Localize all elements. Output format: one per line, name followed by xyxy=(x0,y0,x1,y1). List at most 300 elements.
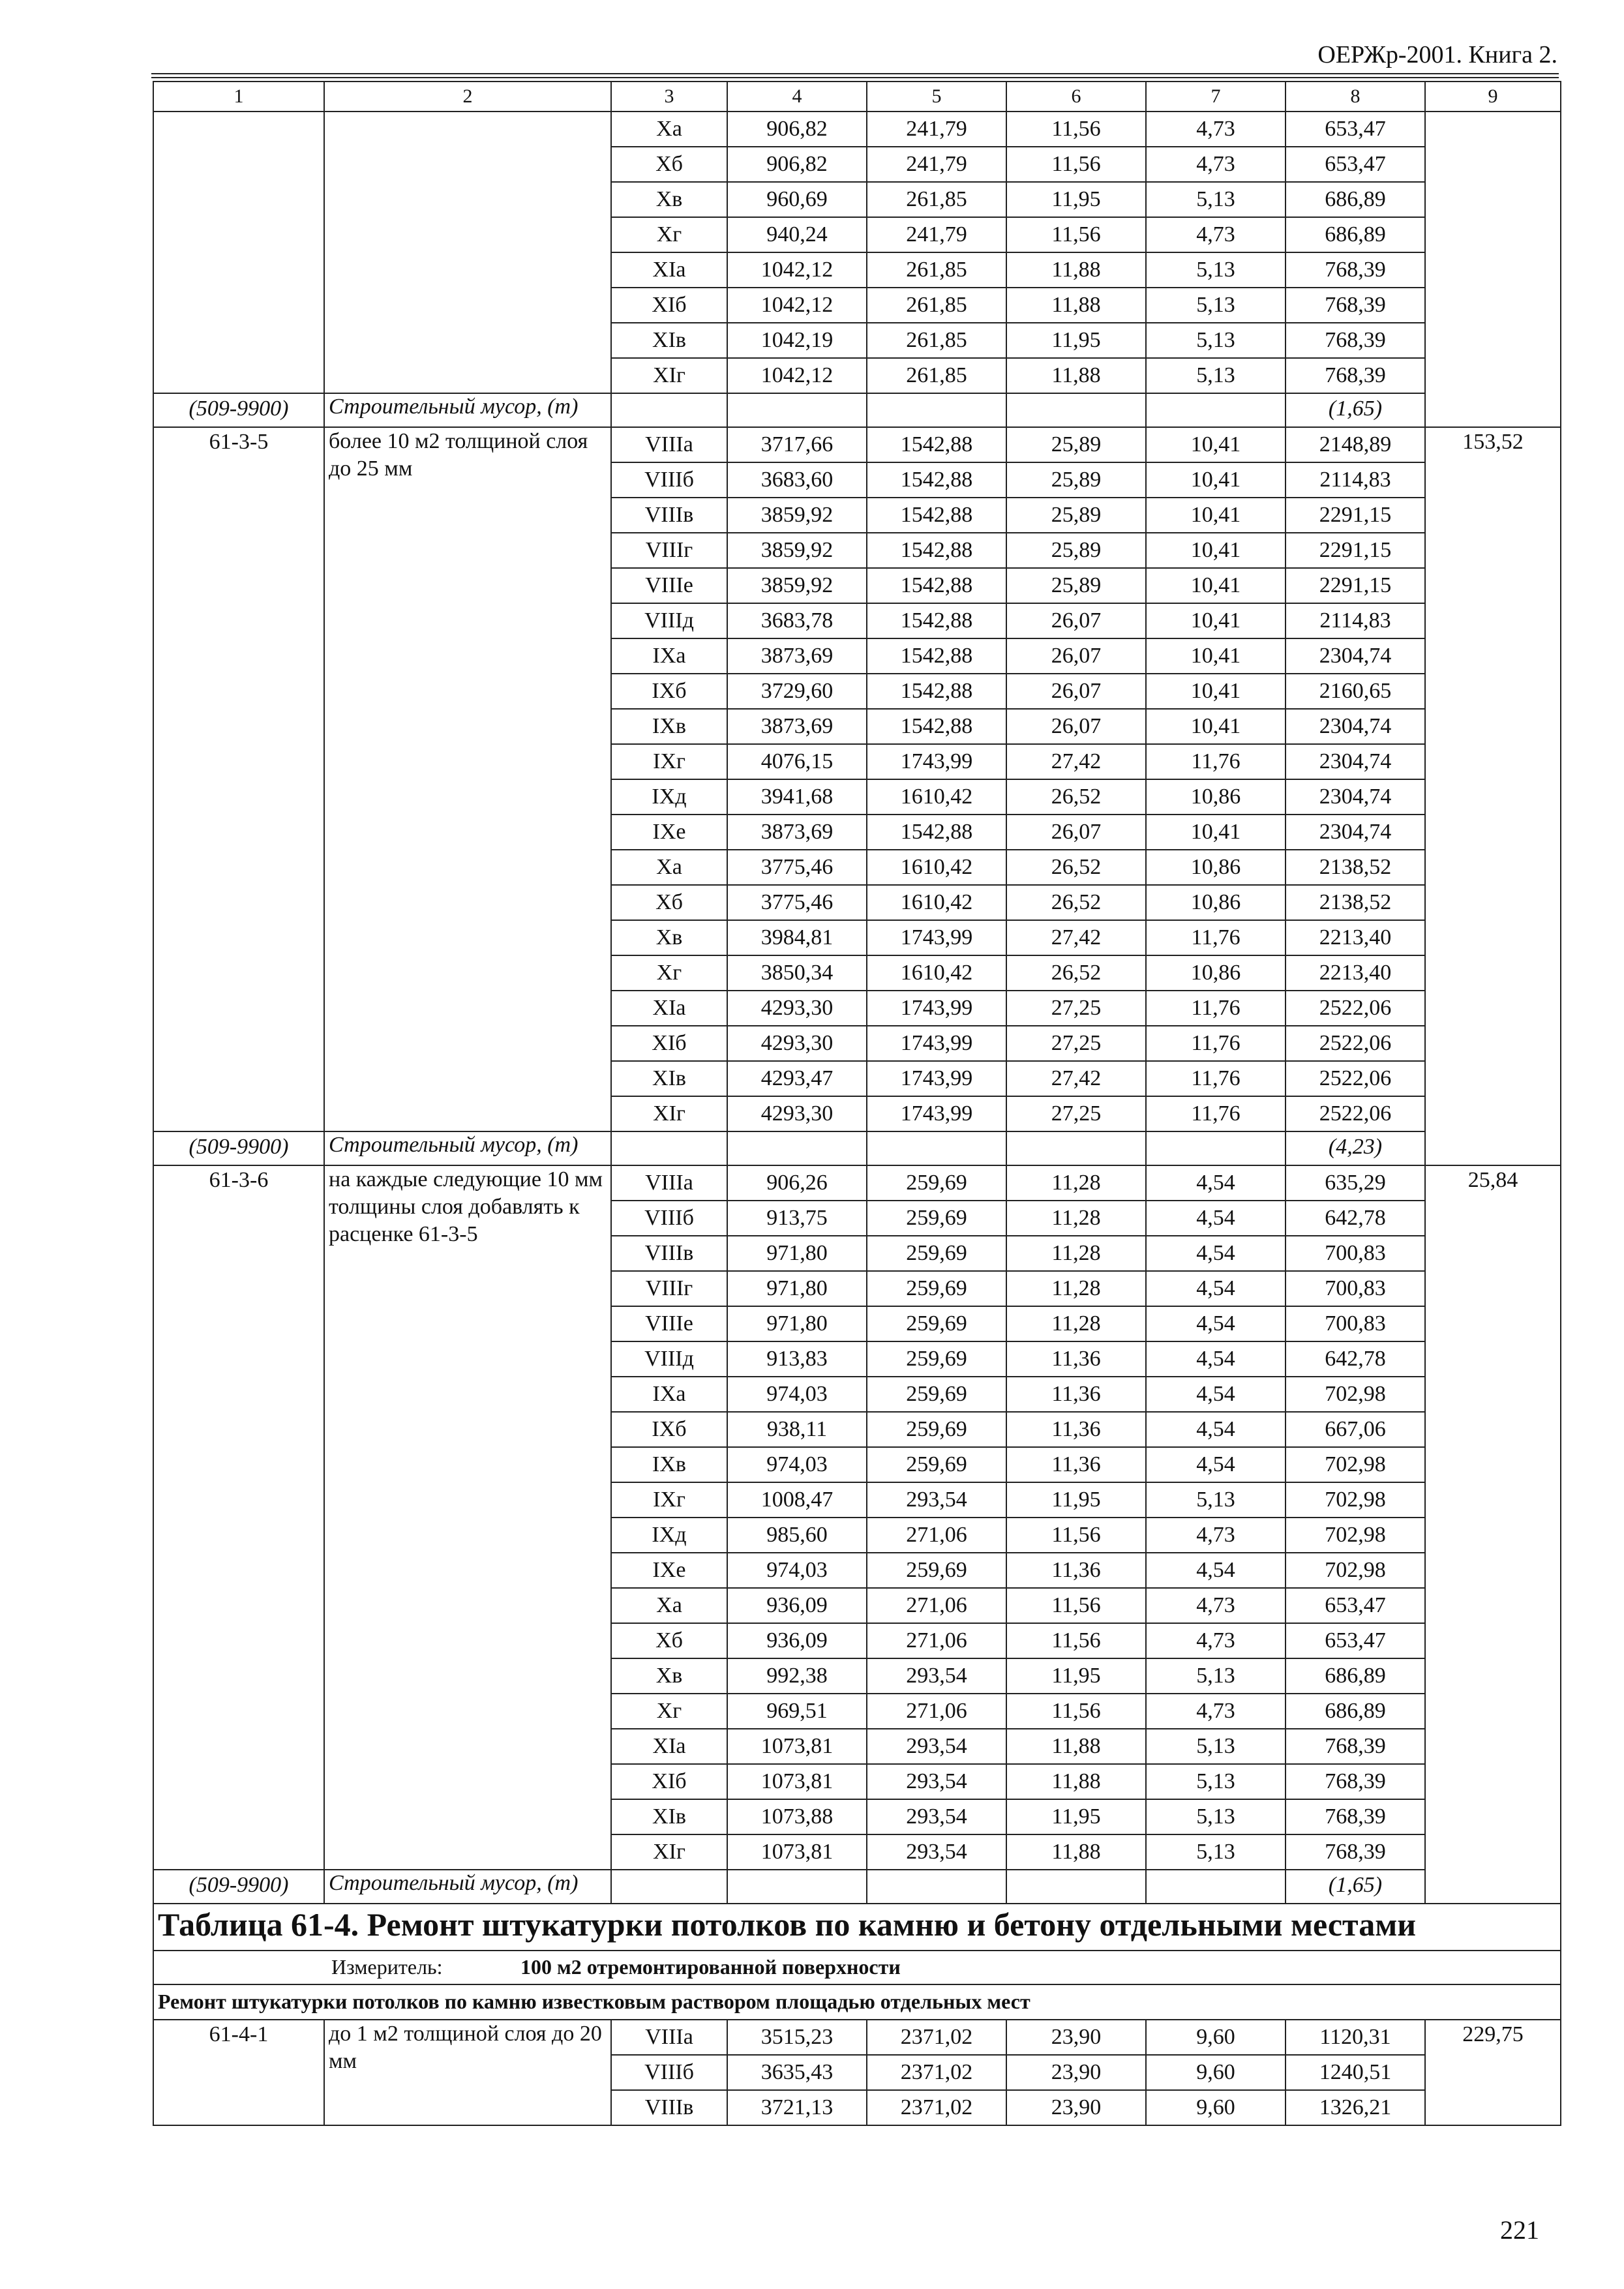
empty-cell xyxy=(727,1131,867,1165)
material-cost: 700,83 xyxy=(1286,1236,1425,1271)
operator-wage: 10,41 xyxy=(1146,498,1286,533)
operator-wage: 10,41 xyxy=(1146,603,1286,638)
zone-code: XIб xyxy=(611,288,727,323)
rate-description: более 10 м2 толщиной слоя до 25 мм xyxy=(329,429,588,481)
labor-cost: 293,54 xyxy=(867,1834,1006,1870)
total-cost: 3941,68 xyxy=(727,779,867,815)
labor-cost: 1542,88 xyxy=(867,603,1006,638)
labor-cost: 259,69 xyxy=(867,1553,1006,1588)
debris-label: Строительный мусор, (т) xyxy=(329,395,579,419)
total-cost: 3775,46 xyxy=(727,850,867,885)
machine-cost: 11,28 xyxy=(1006,1236,1146,1271)
rates-table xyxy=(153,81,1561,2126)
zone-code: Xб xyxy=(611,1623,727,1658)
empty-cell xyxy=(727,393,867,427)
zone-code: XIг xyxy=(611,358,727,393)
machine-cost: 11,36 xyxy=(1006,1553,1146,1588)
labor-cost: 293,54 xyxy=(867,1658,1006,1694)
operator-wage: 5,13 xyxy=(1146,252,1286,288)
operator-wage: 11,76 xyxy=(1146,744,1286,779)
zone-code: Xв xyxy=(611,920,727,955)
machine-cost: 11,36 xyxy=(1006,1447,1146,1482)
labor-index-cell xyxy=(1425,2020,1561,2125)
operator-wage: 11,76 xyxy=(1146,1061,1286,1096)
zone-code: IXa xyxy=(611,1377,727,1412)
table-title: Таблица 61-4. Ремонт штукатурки потолков по камню и бетону отдельными местами xyxy=(153,1904,1561,1951)
machine-cost: 25,89 xyxy=(1006,568,1146,603)
rate-code: 61-3-6 xyxy=(209,1168,269,1192)
zone-code: XIг xyxy=(611,1096,727,1131)
debris-row xyxy=(153,1870,1561,1904)
machine-cost: 27,42 xyxy=(1006,1061,1146,1096)
material-cost: 2522,06 xyxy=(1286,1096,1425,1131)
zone-code: VIIIг xyxy=(611,1271,727,1306)
operator-wage: 4,54 xyxy=(1146,1236,1286,1271)
total-cost: 3873,69 xyxy=(727,638,867,674)
material-cost: 653,47 xyxy=(1286,112,1425,147)
total-cost: 974,03 xyxy=(727,1553,867,1588)
column-number: 3 xyxy=(611,82,727,112)
machine-cost: 11,88 xyxy=(1006,358,1146,393)
labor-cost: 271,06 xyxy=(867,1518,1006,1553)
debris-label-cell xyxy=(324,393,611,427)
operator-wage: 10,86 xyxy=(1146,779,1286,815)
table-title-row xyxy=(153,1904,1561,1951)
column-number: 2 xyxy=(324,82,611,112)
labor-cost: 1610,42 xyxy=(867,955,1006,991)
machine-cost: 11,95 xyxy=(1006,1482,1146,1518)
column-number-row xyxy=(153,82,1561,112)
operator-wage: 11,76 xyxy=(1146,1096,1286,1131)
zone-code: IXд xyxy=(611,1518,727,1553)
zone-code: VIIIa xyxy=(611,1165,727,1201)
operator-wage: 4,54 xyxy=(1146,1412,1286,1447)
material-cost: 768,39 xyxy=(1286,1729,1425,1764)
zone-code: VIIIг xyxy=(611,533,727,568)
table-61-4-rows xyxy=(153,2020,1561,2125)
operator-wage: 5,13 xyxy=(1146,1482,1286,1518)
zone-code: IXд xyxy=(611,779,727,815)
labor-cost: 1743,99 xyxy=(867,920,1006,955)
rate-description-cell xyxy=(324,427,611,1131)
labor-cost: 1542,88 xyxy=(867,568,1006,603)
column-number: 1 xyxy=(153,82,324,112)
empty-cell xyxy=(611,1131,727,1165)
operator-wage: 4,73 xyxy=(1146,147,1286,182)
empty-cell xyxy=(1146,393,1286,427)
total-cost: 1073,88 xyxy=(727,1799,867,1834)
labor-cost: 271,06 xyxy=(867,1623,1006,1658)
operator-wage: 4,73 xyxy=(1146,1623,1286,1658)
zone-code: IXв xyxy=(611,1447,727,1482)
operator-wage: 5,13 xyxy=(1146,323,1286,358)
material-cost: 702,98 xyxy=(1286,1377,1425,1412)
labor-cost: 259,69 xyxy=(867,1201,1006,1236)
debris-label-cell xyxy=(324,1870,611,1904)
material-cost: 635,29 xyxy=(1286,1165,1425,1201)
debris-row xyxy=(153,1131,1561,1165)
operator-wage: 11,76 xyxy=(1146,991,1286,1026)
zone-code: XIв xyxy=(611,323,727,358)
total-cost: 3683,78 xyxy=(727,603,867,638)
total-cost: 960,69 xyxy=(727,182,867,217)
measure-cell xyxy=(153,1951,1561,1984)
total-cost: 4076,15 xyxy=(727,744,867,779)
material-cost: 1326,21 xyxy=(1286,2090,1425,2125)
material-cost: 2213,40 xyxy=(1286,920,1425,955)
machine-cost: 11,28 xyxy=(1006,1271,1146,1306)
zone-code: IXб xyxy=(611,1412,727,1447)
machine-cost: 25,89 xyxy=(1006,427,1146,462)
labor-cost: 1542,88 xyxy=(867,533,1006,568)
labor-cost: 261,85 xyxy=(867,288,1006,323)
operator-wage: 4,54 xyxy=(1146,1201,1286,1236)
debris-value-cell xyxy=(1286,393,1425,427)
document-header-title: ОЕРЖр-2001. Книга 2. xyxy=(1317,41,1557,68)
operator-wage: 4,73 xyxy=(1146,217,1286,252)
machine-cost: 25,89 xyxy=(1006,498,1146,533)
material-cost: 2213,40 xyxy=(1286,955,1425,991)
labor-cost: 293,54 xyxy=(867,1729,1006,1764)
empty-cell xyxy=(611,393,727,427)
zone-code: Xг xyxy=(611,955,727,991)
zone-code: IXв xyxy=(611,709,727,744)
material-cost: 768,39 xyxy=(1286,323,1425,358)
labor-cost: 259,69 xyxy=(867,1412,1006,1447)
machine-cost: 11,36 xyxy=(1006,1412,1146,1447)
labor-cost: 271,06 xyxy=(867,1694,1006,1729)
operator-wage: 9,60 xyxy=(1146,2055,1286,2090)
machine-cost: 27,25 xyxy=(1006,991,1146,1026)
operator-wage: 4,73 xyxy=(1146,1588,1286,1623)
material-cost: 2291,15 xyxy=(1286,533,1425,568)
machine-cost: 26,52 xyxy=(1006,885,1146,920)
total-cost: 974,03 xyxy=(727,1377,867,1412)
material-cost: 2522,06 xyxy=(1286,991,1425,1026)
labor-cost: 259,69 xyxy=(867,1447,1006,1482)
labor-cost: 259,69 xyxy=(867,1306,1006,1341)
machine-cost: 11,56 xyxy=(1006,1694,1146,1729)
machine-cost: 25,89 xyxy=(1006,462,1146,498)
zone-code: XIв xyxy=(611,1799,727,1834)
material-cost: 768,39 xyxy=(1286,288,1425,323)
column-number: 9 xyxy=(1425,82,1561,112)
labor-cost: 1542,88 xyxy=(867,427,1006,462)
rate-groups xyxy=(153,112,1561,1904)
material-cost: 667,06 xyxy=(1286,1412,1425,1447)
material-cost: 2114,83 xyxy=(1286,603,1425,638)
labor-cost: 293,54 xyxy=(867,1482,1006,1518)
rate-description-cell xyxy=(324,2020,611,2125)
operator-wage: 10,41 xyxy=(1146,709,1286,744)
rate-description-cell xyxy=(324,112,611,393)
material-cost: 702,98 xyxy=(1286,1482,1425,1518)
labor-cost: 241,79 xyxy=(867,112,1006,147)
debris-label: Строительный мусор, (т) xyxy=(329,1871,579,1895)
total-cost: 1042,12 xyxy=(727,358,867,393)
total-cost: 906,26 xyxy=(727,1165,867,1201)
operator-wage: 5,13 xyxy=(1146,358,1286,393)
debris-code: (509-9900) xyxy=(188,1135,289,1159)
total-cost: 3515,23 xyxy=(727,2020,867,2055)
measure-value: 100 м2 отремонтированной поверхности xyxy=(520,1955,901,1979)
labor-index-cell xyxy=(1425,427,1561,1165)
zone-code: VIIIa xyxy=(611,2020,727,2055)
empty-cell xyxy=(1146,1870,1286,1904)
zone-code: VIIIв xyxy=(611,1236,727,1271)
material-cost: 702,98 xyxy=(1286,1553,1425,1588)
machine-cost: 11,95 xyxy=(1006,1658,1146,1694)
measure-label: Измеритель: xyxy=(331,1955,443,1979)
labor-cost: 293,54 xyxy=(867,1764,1006,1799)
zone-code: XIa xyxy=(611,252,727,288)
operator-wage: 4,73 xyxy=(1146,112,1286,147)
machine-cost: 11,95 xyxy=(1006,182,1146,217)
total-cost: 3859,92 xyxy=(727,498,867,533)
operator-wage: 11,76 xyxy=(1146,1026,1286,1061)
operator-wage: 5,13 xyxy=(1146,1658,1286,1694)
labor-cost: 241,79 xyxy=(867,217,1006,252)
material-cost: 768,39 xyxy=(1286,1834,1425,1870)
zone-code: VIIIд xyxy=(611,1341,727,1377)
total-cost: 1073,81 xyxy=(727,1729,867,1764)
zone-code: Xв xyxy=(611,1658,727,1694)
debris-value-cell xyxy=(1286,1870,1425,1904)
labor-cost: 261,85 xyxy=(867,252,1006,288)
table-row xyxy=(153,427,1561,462)
material-cost: 2114,83 xyxy=(1286,462,1425,498)
material-cost: 642,78 xyxy=(1286,1201,1425,1236)
labor-cost: 261,85 xyxy=(867,358,1006,393)
total-cost: 985,60 xyxy=(727,1518,867,1553)
machine-cost: 27,42 xyxy=(1006,744,1146,779)
material-cost: 1120,31 xyxy=(1286,2020,1425,2055)
rate-code-cell xyxy=(153,427,324,1131)
total-cost: 3859,92 xyxy=(727,533,867,568)
total-cost: 4293,30 xyxy=(727,1096,867,1131)
operator-wage: 4,73 xyxy=(1146,1694,1286,1729)
machine-cost: 23,90 xyxy=(1006,2055,1146,2090)
operator-wage: 4,54 xyxy=(1146,1271,1286,1306)
zone-code: VIIIб xyxy=(611,1201,727,1236)
operator-wage: 4,54 xyxy=(1146,1377,1286,1412)
total-cost: 3775,46 xyxy=(727,885,867,920)
machine-cost: 11,88 xyxy=(1006,252,1146,288)
zone-code: VIIIб xyxy=(611,2055,727,2090)
material-cost: 2138,52 xyxy=(1286,850,1425,885)
material-cost: 2160,65 xyxy=(1286,674,1425,709)
debris-value-cell xyxy=(1286,1131,1425,1165)
zone-code: XIг xyxy=(611,1834,727,1870)
operator-wage: 4,73 xyxy=(1146,1518,1286,1553)
machine-cost: 26,07 xyxy=(1006,674,1146,709)
rate-code-cell xyxy=(153,2020,324,2125)
zone-code: IXг xyxy=(611,744,727,779)
table-61-4 xyxy=(153,1904,1561,2020)
machine-cost: 11,28 xyxy=(1006,1165,1146,1201)
debris-code: (509-9900) xyxy=(188,1873,289,1897)
operator-wage: 10,41 xyxy=(1146,462,1286,498)
column-number: 7 xyxy=(1146,82,1286,112)
labor-index: 229,75 xyxy=(1462,2022,1524,2046)
machine-cost: 11,88 xyxy=(1006,1764,1146,1799)
total-cost: 906,82 xyxy=(727,147,867,182)
machine-cost: 26,07 xyxy=(1006,603,1146,638)
labor-cost: 1542,88 xyxy=(867,462,1006,498)
material-cost: 653,47 xyxy=(1286,1588,1425,1623)
machine-cost: 11,56 xyxy=(1006,217,1146,252)
operator-wage: 5,13 xyxy=(1146,288,1286,323)
labor-cost: 2371,02 xyxy=(867,2090,1006,2125)
machine-cost: 26,07 xyxy=(1006,709,1146,744)
debris-code-cell xyxy=(153,1870,324,1904)
rate-code: 61-4-1 xyxy=(209,2022,269,2046)
material-cost: 700,83 xyxy=(1286,1271,1425,1306)
machine-cost: 26,07 xyxy=(1006,638,1146,674)
zone-code: Xг xyxy=(611,217,727,252)
zone-code: IXa xyxy=(611,638,727,674)
operator-wage: 5,13 xyxy=(1146,1729,1286,1764)
total-cost: 3850,34 xyxy=(727,955,867,991)
column-number: 8 xyxy=(1286,82,1425,112)
material-cost: 768,39 xyxy=(1286,252,1425,288)
total-cost: 1042,19 xyxy=(727,323,867,358)
labor-cost: 261,85 xyxy=(867,323,1006,358)
material-cost: 700,83 xyxy=(1286,1306,1425,1341)
material-cost: 2148,89 xyxy=(1286,427,1425,462)
total-cost: 1008,47 xyxy=(727,1482,867,1518)
material-cost: 2522,06 xyxy=(1286,1061,1425,1096)
total-cost: 1042,12 xyxy=(727,288,867,323)
zone-code: Xв xyxy=(611,182,727,217)
labor-cost: 1610,42 xyxy=(867,779,1006,815)
debris-code: (509-9900) xyxy=(188,396,289,421)
total-cost: 940,24 xyxy=(727,217,867,252)
machine-cost: 11,56 xyxy=(1006,1518,1146,1553)
zone-code: IXe xyxy=(611,815,727,850)
labor-cost: 271,06 xyxy=(867,1588,1006,1623)
labor-index-cell xyxy=(1425,112,1561,427)
machine-cost: 26,52 xyxy=(1006,779,1146,815)
operator-wage: 4,54 xyxy=(1146,1306,1286,1341)
operator-wage: 11,76 xyxy=(1146,920,1286,955)
total-cost: 1042,12 xyxy=(727,252,867,288)
material-cost: 653,47 xyxy=(1286,147,1425,182)
labor-cost: 241,79 xyxy=(867,147,1006,182)
material-cost: 2291,15 xyxy=(1286,568,1425,603)
total-cost: 1073,81 xyxy=(727,1764,867,1799)
debris-code-cell xyxy=(153,393,324,427)
zone-code: XIa xyxy=(611,991,727,1026)
machine-cost: 11,28 xyxy=(1006,1201,1146,1236)
machine-cost: 11,56 xyxy=(1006,147,1146,182)
machine-cost: 11,95 xyxy=(1006,1799,1146,1834)
zone-code: VIIIб xyxy=(611,462,727,498)
labor-cost: 1743,99 xyxy=(867,1026,1006,1061)
empty-cell xyxy=(1006,1131,1146,1165)
zone-code: Xa xyxy=(611,850,727,885)
material-cost: 2291,15 xyxy=(1286,498,1425,533)
total-cost: 1073,81 xyxy=(727,1834,867,1870)
header-rule-bottom xyxy=(151,77,1559,78)
zone-code: VIIIв xyxy=(611,498,727,533)
empty-cell xyxy=(1146,1131,1286,1165)
operator-wage: 9,60 xyxy=(1146,2090,1286,2125)
labor-index: 153,52 xyxy=(1462,430,1524,454)
material-cost: 686,89 xyxy=(1286,217,1425,252)
empty-cell xyxy=(727,1870,867,1904)
machine-cost: 11,95 xyxy=(1006,323,1146,358)
machine-cost: 26,07 xyxy=(1006,815,1146,850)
column-number: 6 xyxy=(1006,82,1146,112)
header-rule-top xyxy=(151,73,1559,74)
machine-cost: 27,42 xyxy=(1006,920,1146,955)
material-cost: 2304,74 xyxy=(1286,638,1425,674)
labor-cost: 259,69 xyxy=(867,1236,1006,1271)
labor-cost: 1542,88 xyxy=(867,498,1006,533)
material-cost: 2522,06 xyxy=(1286,1026,1425,1061)
labor-cost: 2371,02 xyxy=(867,2020,1006,2055)
operator-wage: 10,41 xyxy=(1146,427,1286,462)
operator-wage: 10,86 xyxy=(1146,885,1286,920)
zone-code: Xг xyxy=(611,1694,727,1729)
machine-cost: 26,52 xyxy=(1006,955,1146,991)
zone-code: VIIIд xyxy=(611,603,727,638)
labor-cost: 1743,99 xyxy=(867,1096,1006,1131)
material-cost: 2304,74 xyxy=(1286,815,1425,850)
total-cost: 3984,81 xyxy=(727,920,867,955)
operator-wage: 4,54 xyxy=(1146,1165,1286,1201)
labor-index-cell xyxy=(1425,1165,1561,1904)
labor-cost: 1542,88 xyxy=(867,709,1006,744)
machine-cost: 11,88 xyxy=(1006,288,1146,323)
debris-value: (1,65) xyxy=(1328,396,1383,421)
material-cost: 2304,74 xyxy=(1286,709,1425,744)
subtitle-row xyxy=(153,1984,1561,2020)
rate-code-cell xyxy=(153,112,324,393)
material-cost: 653,47 xyxy=(1286,1623,1425,1658)
empty-cell xyxy=(1006,393,1146,427)
machine-cost: 27,25 xyxy=(1006,1026,1146,1061)
labor-cost: 1743,99 xyxy=(867,991,1006,1026)
labor-cost: 1542,88 xyxy=(867,674,1006,709)
total-cost: 971,80 xyxy=(727,1271,867,1306)
material-cost: 1240,51 xyxy=(1286,2055,1425,2090)
operator-wage: 4,54 xyxy=(1146,1341,1286,1377)
material-cost: 702,98 xyxy=(1286,1518,1425,1553)
operator-wage: 10,41 xyxy=(1146,638,1286,674)
material-cost: 642,78 xyxy=(1286,1341,1425,1377)
zone-code: VIIIe xyxy=(611,1306,727,1341)
machine-cost: 11,56 xyxy=(1006,1623,1146,1658)
rate-description-cell xyxy=(324,1165,611,1870)
labor-cost: 261,85 xyxy=(867,182,1006,217)
operator-wage: 5,13 xyxy=(1146,1764,1286,1799)
machine-cost: 11,88 xyxy=(1006,1834,1146,1870)
operator-wage: 10,86 xyxy=(1146,955,1286,991)
operator-wage: 5,13 xyxy=(1146,182,1286,217)
zone-code: IXг xyxy=(611,1482,727,1518)
machine-cost: 11,36 xyxy=(1006,1341,1146,1377)
material-cost: 2138,52 xyxy=(1286,885,1425,920)
labor-cost: 259,69 xyxy=(867,1271,1006,1306)
material-cost: 2304,74 xyxy=(1286,779,1425,815)
material-cost: 686,89 xyxy=(1286,182,1425,217)
material-cost: 702,98 xyxy=(1286,1447,1425,1482)
material-cost: 686,89 xyxy=(1286,1658,1425,1694)
section-subtitle: Ремонт штукатурки потолков по камню известковым раствором площадью отдельных мест xyxy=(153,1984,1561,2020)
labor-cost: 1743,99 xyxy=(867,1061,1006,1096)
